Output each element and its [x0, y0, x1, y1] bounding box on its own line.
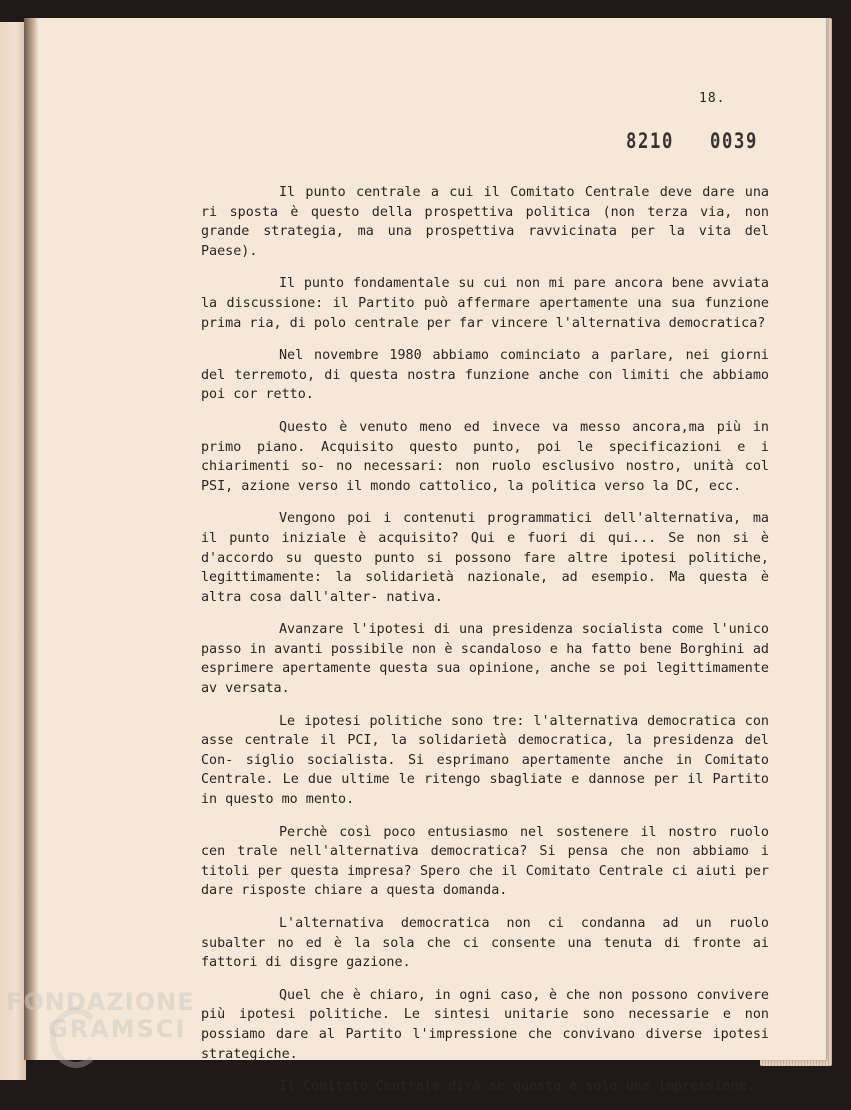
paragraph: Quel che è chiaro, in ogni caso, è che non possono convivere più ipotesi politiche. Le sintesi unitarie sono necessarie e non possiamo dare al Partito l'impressione che convivano diverse ipotesi strategiche.: [201, 987, 769, 1062]
paragraph: Il Comitato Centrale dirà se questa è solo una impressione.: [279, 1079, 755, 1095]
paragraph: Il punto fondamentale su cui non mi pare ancora bene avviata la discussione: il Partito può affermare apertamente una sua funzione prima ria, di polo centrale per far vincere l'alternativa democratica?: [201, 276, 769, 331]
paragraph: Vengono poi i contenuti programmatici dell'alternativa, ma il punto iniziale è acquisito? Qui e fuori di qui... Se non si è d'accordo su questo punto si possono fare altre ipotesi politiche, legittimamente: la solidarietà nazionale, ad esempio. Ma questa è altra cosa dall'alter- nativa.: [201, 511, 769, 605]
archive-stamp-series: 8210: [626, 129, 675, 153]
document-body: [201, 183, 769, 1110]
left-page-edge: [0, 22, 26, 1080]
paragraph: Le ipotesi politiche sono tre: l'alternativa democratica con asse centrale il PCI, la solidarietà democratica, la presidenza del Con- siglio socialista. Si esprimano apertamente anche in Comitato Centrale. Le due ultime le ritengo sbagliate e dannose per il Partito in questo mo mento.: [201, 713, 769, 808]
binding-gutter: [24, 18, 38, 1060]
archive-stamp-folio: 0039: [710, 129, 759, 153]
paragraph: Questo è venuto meno ed invece va messo ancora,ma più in primo piano. Acquisito questo punto, poi le specificazioni e i chiarimenti so- no necessari: non ruolo esclusivo nostro, unità col PSI, azione verso il mondo cattolico, la politica verso la DC, ecc.: [201, 419, 769, 494]
paragraph: Nel novembre 1980 abbiamo cominciato a parlare, nei giorni del terremoto, di questa nostra funzione anche con limiti che abbiamo poi cor retto.: [201, 348, 769, 403]
watermark-line1: FONDAZIONE: [6, 988, 195, 1016]
watermark-line2: GRAMSCI: [48, 1015, 187, 1043]
paragraph: Il punto centrale a cui il Comitato Centrale deve dare una ri sposta è questo della prospettiva politica (non terza via, non grande strategia, ma una prospettiva ravvicinata per la vita del Paese).: [201, 185, 769, 259]
paragraph: Perchè così poco entusiasmo nel sostenere il nostro ruolo cen trale nell'alternativa democratica? Si pensa che non abbiamo i titoli per questa impresa? Spero che il Comitato Centrale ci aiuti per dare risposte chiare a questa domanda.: [201, 824, 769, 899]
watermark-logo: [6, 988, 195, 1042]
page-number: 18.: [699, 91, 726, 106]
watermark-g-icon: [50, 1008, 102, 1068]
paragraph: L'alternativa democratica non ci condanna ad un ruolo subalter no ed è la sola che ci consente una tenuta di fronte ai fattori di disgre gazione.: [201, 916, 769, 971]
paragraph: Avanzare l'ipotesi di una presidenza socialista come l'unico passo in avanti possibile non è scandaloso e ha fatto bene Borghini ad esprimere apertamente questa sua opinione, anche se poi legittimamente av versata.: [201, 622, 769, 697]
